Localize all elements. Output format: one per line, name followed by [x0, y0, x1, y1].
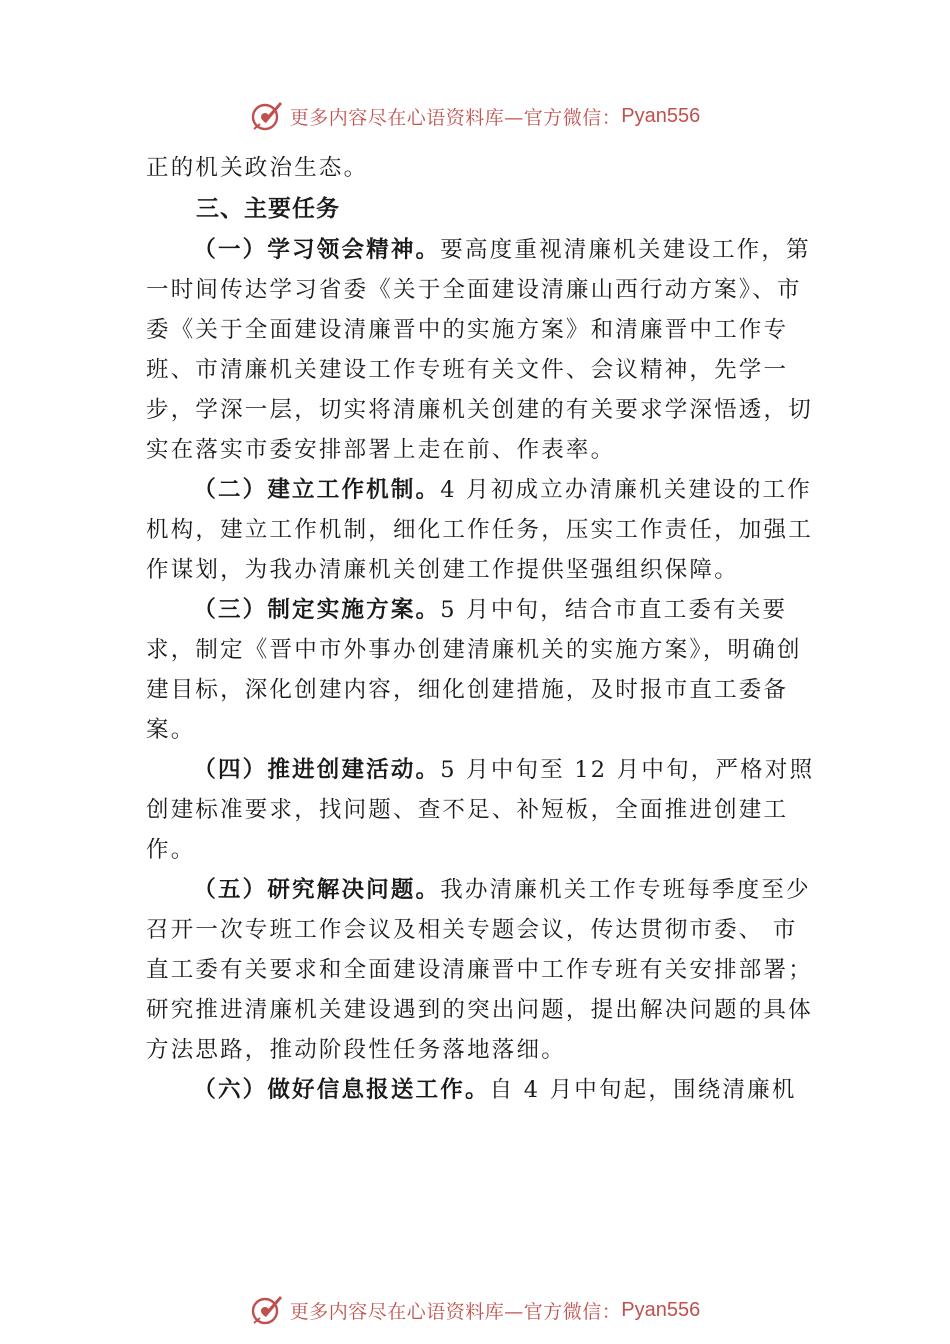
- task-item: [146, 1070, 822, 1110]
- task-item: [146, 870, 822, 1070]
- watermark-wechat-id: Pyan556: [621, 104, 701, 127]
- task-item-lead: （六）做好信息报送工作。: [193, 1077, 490, 1103]
- task-item-lead: （一）学习领会精神。: [193, 237, 441, 263]
- task-item: [146, 470, 822, 590]
- task-item-text: 自 4 月中旬起，围绕清廉机: [489, 1077, 797, 1103]
- task-item-text: 5 月中旬至 12 月中旬，严格对照创建标准要求，找问题、查不足、补短板，全面推进创建工作。: [146, 757, 815, 863]
- task-item: [146, 590, 822, 750]
- watermark-text: 更多内容尽在心语资料库—官方微信：: [289, 1300, 622, 1323]
- document-body: [146, 148, 822, 1110]
- section-heading: 三、主要任务: [196, 196, 340, 222]
- task-item-text: 5 月中旬，结合市直工委有关要求，制定《晋中市外事办创建清廉机关的实施方案》，明确创建目标，深化创建内容，细化创建措施，及时报市直工委备案。: [146, 597, 802, 743]
- task-item-text: 我办清廉机关工作专班每季度至少召开一次专班工作会议及相关专题会议，传达贯彻市委、 市直工委有关要求和全面建设清廉晋中工作专班有关安排部署；研究推进清廉机关建设遇到的突出问题，提出解决问题的具体方法思路，推动阶段性任务落地落细。: [146, 877, 813, 1063]
- task-item: [146, 750, 822, 870]
- watermark-wechat-id: Pyan556: [621, 1298, 701, 1321]
- task-item-text: 4 月初成立办清廉机关建设的工作机构，建立工作机制，细化工作任务，压实工作责任，加强工作谋划，为我办清廉机关创建工作提供坚强组织保障。: [146, 477, 813, 583]
- quill-logo-icon: [250, 99, 284, 133]
- task-item-text: 要高度重视清廉机关建设工作，第一时间传达学习省委《关于全面建设清廉山西行动方案》、市委《关于全面建设清廉晋中的实施方案》和清廉晋中工作专班、市清廉机关建设工作专班有关文件、会议精神，先学一步，学深一层，切实将清廉机关创建的有关要求学深悟透，切实在落实市委安排部署上走在前、作表率。: [146, 237, 813, 463]
- watermark-footer: [0, 1290, 950, 1330]
- watermark-header: [0, 96, 950, 136]
- task-item-lead: （二）建立工作机制。: [193, 477, 441, 503]
- quill-logo-icon: [250, 1293, 284, 1327]
- task-item-lead: （五）研究解决问题。: [193, 877, 441, 903]
- continuation-text: 正的机关政治生态。: [146, 155, 369, 181]
- watermark-text: 更多内容尽在心语资料库—官方微信：: [289, 106, 622, 129]
- task-item-lead: （四）推进创建活动。: [193, 757, 441, 783]
- task-item-lead: （三）制定实施方案。: [193, 597, 441, 623]
- task-item: [146, 230, 822, 470]
